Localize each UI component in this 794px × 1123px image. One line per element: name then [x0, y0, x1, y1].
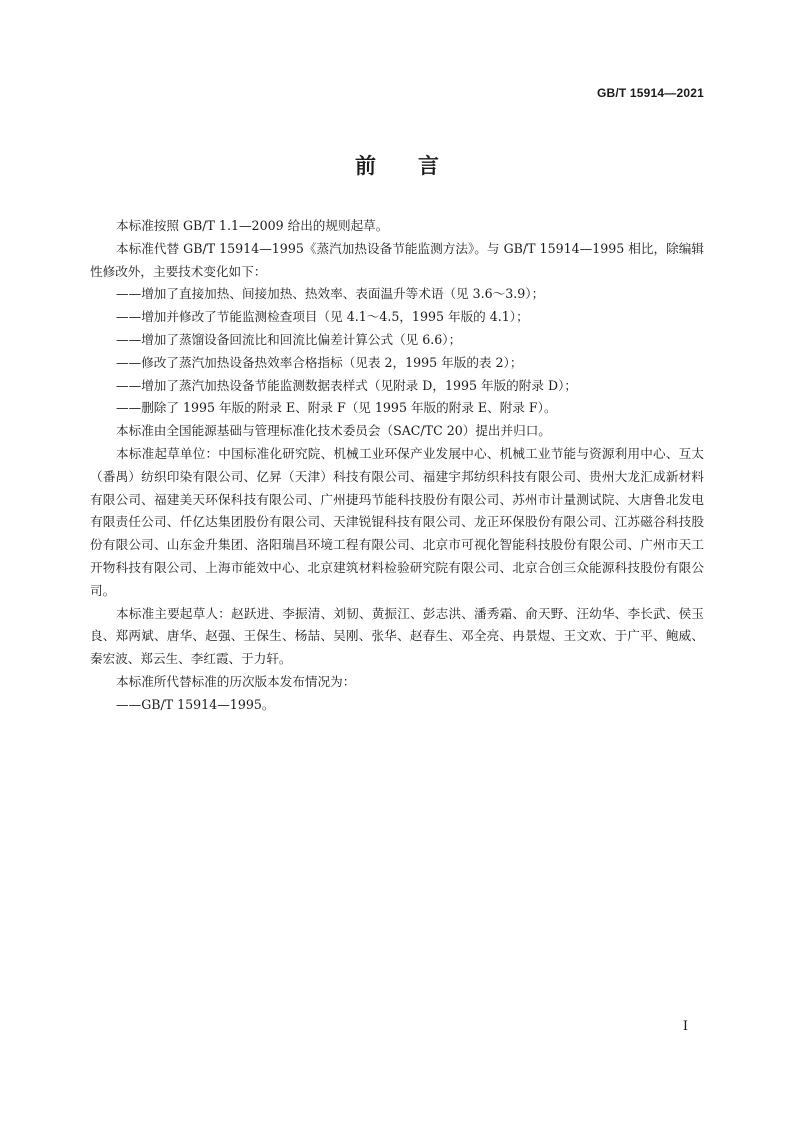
change-item: ——修改了蒸汽加热设备热效率合格指标（见表 2，1995 年版的表 2）；	[116, 354, 523, 370]
paragraph-drafting-rules: 本标准按照 GB/T 1.1—2009 给出的规则起草。	[116, 218, 389, 233]
paragraph-replacement: 本标准代替 GB/T 15914—1995《蒸汽加热设备节能监测方法》。与 GB/T 15914—1995 相比，除编辑性修改外，主要技术变化如下：	[90, 240, 704, 279]
change-item: ——删除了 1995 年版的附录 E、附录 F（见 1995 年版的附录 E、附录 F）。	[116, 400, 557, 416]
history-item: ——GB/T 15914—1995。	[116, 696, 275, 712]
change-item: ——增加了直接加热、间接加热、热效率、表面温升等术语（见 3.6～3.9）；	[116, 286, 545, 302]
page-title	[0, 150, 794, 180]
paragraph-drafters: 本标准主要起草人：赵跃进、李振清、刘韧、黄振江、彭志洪、潘秀霜、俞天野、汪幼华、李长武、侯玉良、郑两斌、唐华、赵强、王保生、杨喆、吴刚、张华、赵春生、邓全亮、冉景煜、王文欢、于广平、鲍威、秦宏波、郑云生、李红霞、于力轩。	[90, 605, 704, 667]
change-item: ——增加了蒸汽加热设备节能监测数据表样式（见附录 D，1995 年版的附录 D）；	[116, 377, 577, 393]
foreword-body	[90, 215, 704, 717]
change-item: ——增加并修改了节能监测检查项目（见 4.1～4.5，1995 年版的 4.1）；	[116, 309, 529, 325]
title-part-1: 前	[355, 154, 376, 178]
paragraph-drafting-units: 本标准起草单位：中国标准化研究院、机械工业环保产业发展中心、机械工业节能与资源利用中心、互太（番禺）纺织印染有限公司、亿昇（天津）科技有限公司、福建宇邦纺织科技有限公司、贵州大龙汇成新材料有限公司、福建美天环保科技有限公司、广州捷玛节能科技股份有限公司、苏州市计量测试院、大唐鲁北发电有限责任公司、仟亿达集团股份有限公司、天津锐锟科技有限公司、龙正环保股份有限公司、江苏磁谷科技股份有限公司、山东金升集团、洛阳瑞昌环境工程有限公司、北京市可视化智能科技股份有限公司、广州市天工开物科技有限公司、上海市能效中心、北京建筑材料检验研究院有限公司、北京合创三众能源科技股份有限公司。	[90, 445, 704, 598]
change-item: ——增加了蒸馏设备回流比和回流比偏差计算公式（见 6.6）；	[116, 331, 462, 347]
document-code: GB/T 15914—2021	[596, 86, 704, 100]
page-number: I	[682, 1019, 688, 1034]
paragraph-proposer: 本标准由全国能源基础与管理标准化技术委员会（SAC/TC 20）提出并归口。	[116, 423, 551, 439]
title-part-2: 言	[418, 154, 439, 178]
paragraph-history: 本标准所代替标准的历次版本发布情况为：	[116, 673, 356, 689]
